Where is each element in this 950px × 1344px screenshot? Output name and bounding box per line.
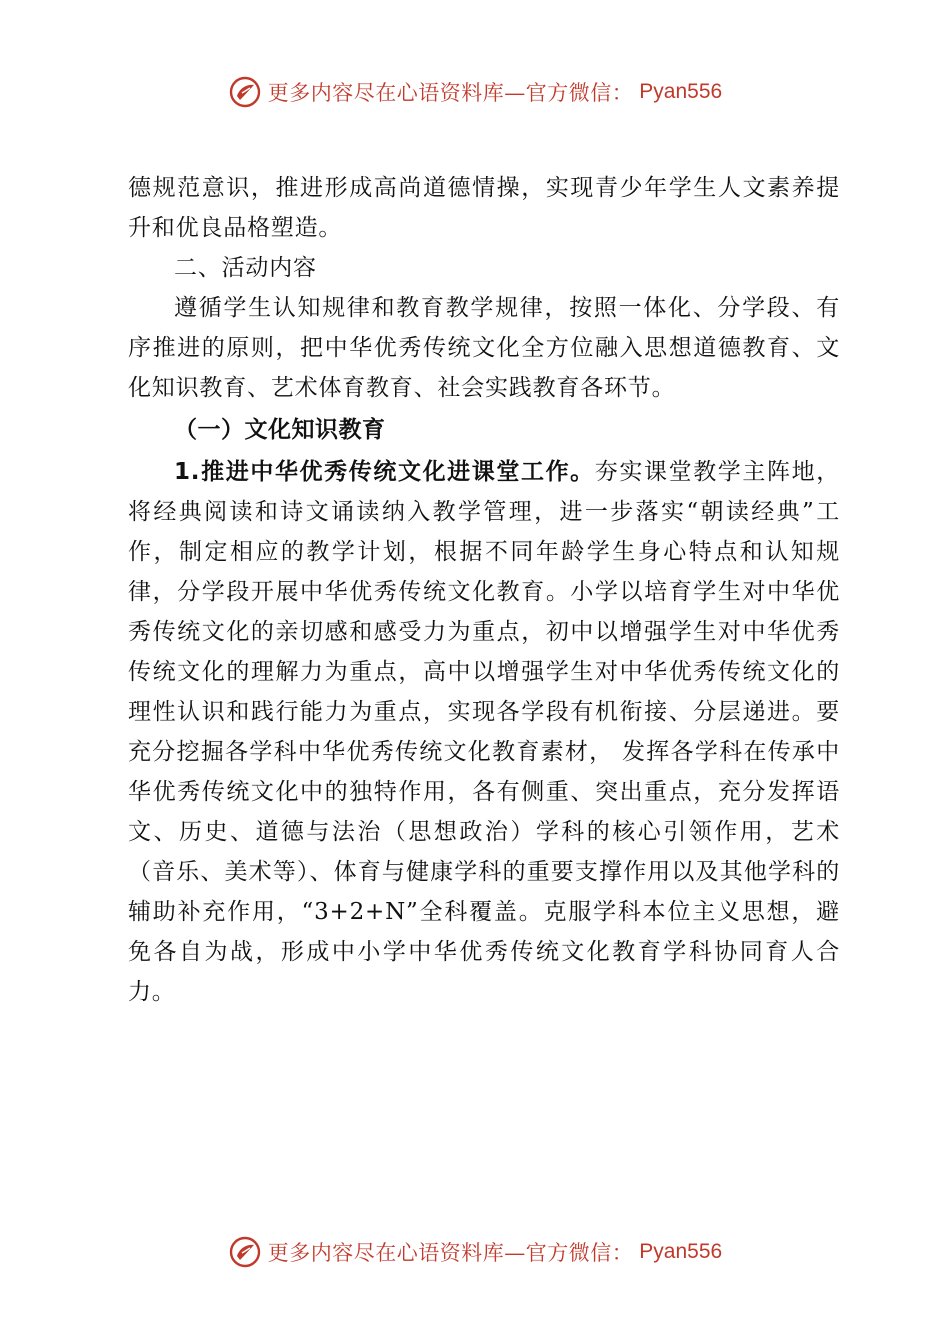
footer-banner bbox=[0, 1232, 950, 1272]
paragraph-classroom-work bbox=[128, 452, 840, 1012]
footer-wechat-handle: Pyan556 bbox=[639, 1240, 723, 1263]
paragraph-lead-title: 1.推进中华优秀传统文化进课堂工作。 bbox=[174, 459, 595, 485]
document-body bbox=[128, 168, 840, 1012]
paragraph-classroom-body: 夯实课堂教学主阵地，将经典阅读和诗文诵读纳入教学管理，进一步落实“朝读经典”工作，制定相应的教学计划，根据不同年龄学生身心特点和认知规律，分学段开展中华优秀传统文化教育。小学以培育学生对中华优秀传统文化的亲切感和感受力为重点，初中以增强学生对中华优秀传统文化的理解力为重点，高中以增强学生对中华优秀传统文化的理性认识和践行能力为重点，实现各学段有机衔接、分层递进。要充分挖掘各学科中华优秀传统文化教育素材， 发挥各学科在传承中华优秀传统文化中的独特作用，各有侧重、突出重点，充分发挥语文、历史、道德与法治（思想政治）学科的核心引领作用，艺术（音乐、美术等）、体育与健康学科的重要支撑作用以及其他学科的辅助补充作用，“3+2+N”全科覆盖。克服学科本位主义思想，避免各自为战，形成中小学中华优秀传统文化教育学科协同育人合力。 bbox=[128, 459, 841, 1005]
brand-logo-icon bbox=[228, 1235, 262, 1269]
brand-logo-icon bbox=[228, 75, 262, 109]
footer-brand-text: 更多内容尽在心语资料库—官方微信： bbox=[267, 1241, 634, 1265]
section-title: 二、活动内容 bbox=[174, 255, 317, 281]
header-wechat-handle: Pyan556 bbox=[639, 80, 723, 103]
header-brand-text: 更多内容尽在心语资料库—官方微信： bbox=[267, 81, 634, 105]
paragraph-continuation: 德规范意识，推进形成高尚道德情操，实现青少年学生人文素养提升和优良品格塑造。 bbox=[128, 175, 840, 241]
paragraph-activity-content: 遵循学生认知规律和教育教学规律，按照一体化、分学段、有序推进的原则，把中华优秀传统文化全方位融入思想道德教育、文化知识教育、艺术体育教育、社会实践教育各环节。 bbox=[128, 295, 840, 401]
header-banner bbox=[0, 72, 950, 112]
subheading-cultural-knowledge: （一）文化知识教育 bbox=[174, 417, 386, 443]
